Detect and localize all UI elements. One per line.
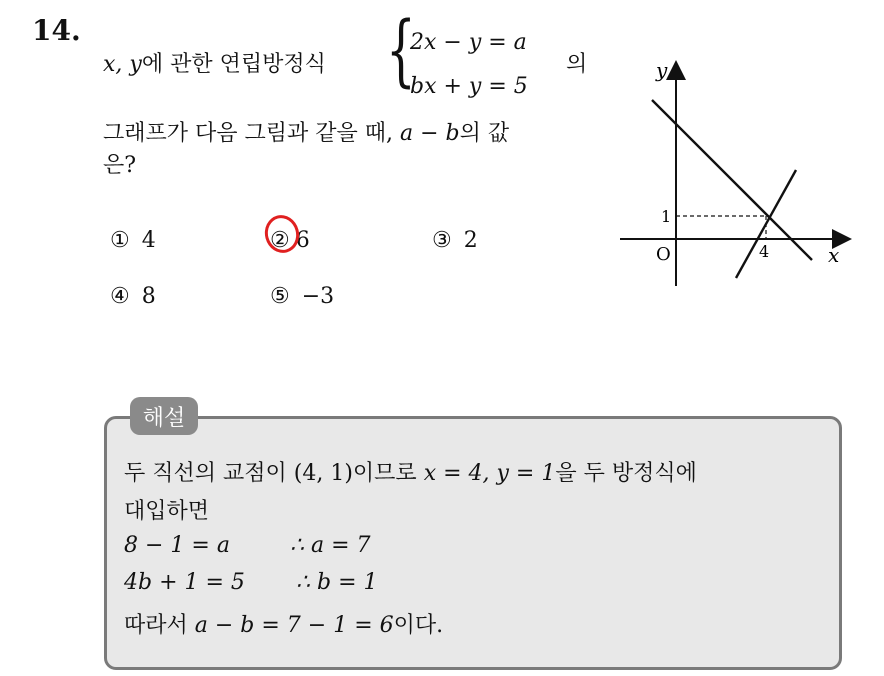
line2-end: 의 값 — [459, 121, 510, 146]
sol1-a: 두 직선의 교점이 — [124, 461, 287, 486]
system-brace: { — [386, 6, 416, 96]
solution-tag: 해설 — [130, 397, 198, 435]
choice-marker: ① — [110, 228, 130, 253]
sol4-eq: 4b + 1 = 5 — [124, 570, 245, 595]
choice-value: −3 — [301, 284, 335, 309]
choice-value: 8 — [141, 284, 156, 309]
choice-3[interactable] — [432, 228, 478, 253]
x-axis-label: x — [828, 243, 840, 267]
solution-line-5 — [124, 608, 443, 639]
line2-text: 그래프가 다음 그림과 같을 때, — [103, 121, 393, 146]
intro-text: 에 관한 연립방정식 — [141, 52, 326, 77]
choice-marker: ⑤ — [270, 284, 290, 309]
x-tick-label: 4 — [759, 242, 770, 261]
system-equation-2: bx + y = 5 — [410, 74, 528, 99]
solution-line-3 — [124, 533, 230, 558]
line-graph — [612, 58, 862, 293]
question-line-2 — [103, 116, 509, 147]
question-number: 14. — [32, 14, 81, 47]
question-intro — [103, 47, 326, 78]
choice-value: 2 — [463, 228, 478, 253]
sol4-res: ∴ b = 1 — [296, 570, 378, 595]
y-axis-label: y — [656, 58, 668, 82]
choice-value: 6 — [295, 228, 310, 253]
choice-marker: ④ — [110, 284, 130, 309]
system-equation-1: 2x − y = a — [410, 30, 527, 55]
y-tick-label: 1 — [661, 207, 672, 226]
choice-5[interactable] — [270, 284, 334, 309]
choice-marker: ③ — [432, 228, 452, 253]
intro-end: 의 — [566, 52, 588, 77]
question-line-3: 은? — [103, 153, 137, 178]
sol1-c: 을 두 방정식에 — [555, 461, 697, 486]
line2-expression: a − b — [400, 121, 460, 146]
origin-label: O — [656, 244, 671, 265]
sol5-expr: a − b = 7 − 1 = 6 — [194, 613, 394, 638]
solution-line-3-result — [290, 533, 371, 558]
solution-line-4 — [124, 570, 245, 595]
choice-value: 4 — [141, 228, 156, 253]
sol3-res: ∴ a = 7 — [290, 533, 371, 558]
choice-1[interactable] — [110, 228, 156, 253]
solution-line-2: 대입하면 — [124, 499, 210, 524]
intro-variables: x, y — [103, 52, 142, 77]
sol1-b: 이므로 — [352, 461, 417, 486]
sol3-eq: 8 − 1 = a — [124, 533, 230, 558]
choice-4[interactable] — [110, 284, 156, 309]
sol5-b: 이다. — [393, 613, 444, 638]
sol1-point: (4, 1) — [293, 461, 353, 486]
solution-line-4-result — [296, 570, 378, 595]
sol1-cond: x = 4, y = 1 — [423, 461, 556, 486]
sol5-a: 따라서 — [124, 613, 188, 638]
solution-line-1 — [124, 456, 697, 487]
choice-marker: ② — [270, 228, 290, 253]
